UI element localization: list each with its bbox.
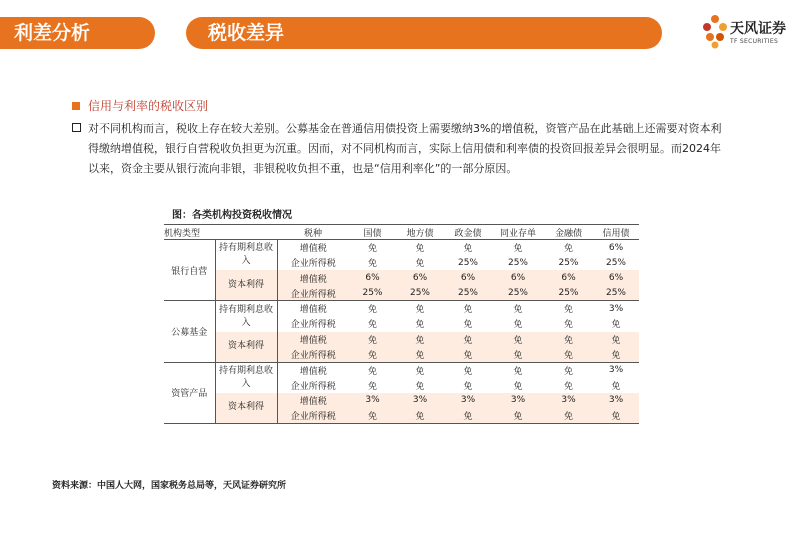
header: [0, 0, 802, 60]
tax-rate-cell: 免: [367, 305, 377, 316]
tax-rate-cell: 免: [367, 259, 377, 270]
tax-rate-cell: 免: [593, 408, 639, 423]
tax-rate-cell: 3%: [544, 393, 593, 408]
header-spacer: [215, 225, 277, 240]
institution-name: 公募基金: [164, 301, 215, 362]
tax-type: 企业所得税: [290, 381, 336, 392]
tax-type: 增值税: [299, 244, 327, 255]
tax-rate-cell: 免: [396, 347, 444, 362]
tax-rate-cell: 免: [349, 408, 396, 423]
tax-rate-cell: 免: [593, 347, 639, 362]
tax-type: 增值税: [277, 270, 349, 285]
figure-title: 图：各类机构投资税收情况: [172, 210, 292, 221]
tax-rate-cell: 免: [563, 305, 573, 316]
tax-rate-cell: 免: [513, 381, 523, 392]
header-5: 同业存单: [492, 225, 544, 240]
tax-rate-cell: 免: [367, 320, 377, 331]
tax-rate-cell: 免: [492, 408, 544, 423]
bullet-square-icon: [72, 102, 80, 110]
section-title-text: 信用与利率的税收区别: [88, 99, 209, 113]
tax-rate-cell: 免: [463, 320, 473, 331]
tax-rate-cell: 6%: [608, 242, 624, 253]
tax-rate-cell: 免: [396, 408, 444, 423]
tax-rate-cell: 6%: [444, 270, 492, 285]
tax-rate-cell: 6%: [544, 270, 593, 285]
income-type-label: 资本利得: [215, 270, 277, 301]
institution-name: 资管产品: [164, 362, 215, 423]
tax-rate-cell: 免: [544, 332, 593, 347]
tax-rate-cell: 3%: [492, 393, 544, 408]
source-note: 资料来源：中国人大网，国家税务总局等，天风证券研究所: [52, 481, 287, 491]
table-header-row: [164, 225, 639, 240]
section-tab-spread-analysis: 利差分析: [0, 17, 155, 49]
tax-type: 企业所得税: [277, 347, 349, 362]
tax-rate-cell: 25%: [544, 286, 593, 301]
income-type-label: 持有期利息收入: [215, 240, 277, 271]
tax-rate-cell: 免: [513, 305, 523, 316]
tax-rate-cell: 3%: [593, 393, 639, 408]
tax-rate-cell: 6%: [593, 270, 639, 285]
tax-rate-cell: 3%: [396, 393, 444, 408]
institution-name: 银行自营: [164, 240, 215, 301]
tax-rate-cell: 6%: [349, 270, 396, 285]
tax-rate-cell: 免: [513, 244, 523, 255]
tax-rate-cell: 免: [415, 259, 425, 270]
header-7: 信用债: [593, 225, 639, 240]
table-row: [164, 393, 639, 408]
tax-rate-cell: 免: [463, 244, 473, 255]
tax-rate-cell: 6%: [492, 270, 544, 285]
tax-rate-cell: 免: [367, 366, 377, 377]
tax-rate-cell: 25%: [457, 257, 478, 268]
tax-rate-cell: 免: [513, 366, 523, 377]
tax-type: 增值税: [299, 305, 327, 316]
tax-type: 增值税: [299, 366, 327, 377]
tax-rate-cell: 免: [444, 347, 492, 362]
section-title: [72, 97, 208, 114]
tax-rate-cell: 免: [544, 347, 593, 362]
tax-rate-cell: 免: [513, 320, 523, 331]
tax-rate-cell: 25%: [396, 286, 444, 301]
tax-rate-cell: 免: [415, 381, 425, 392]
tax-rate-cell: 25%: [593, 286, 639, 301]
tax-rate-cell: 3%: [608, 365, 624, 376]
header-tax-type: 税种: [277, 225, 349, 240]
tax-rate-cell: 25%: [558, 257, 579, 268]
tax-type: 增值税: [277, 393, 349, 408]
tax-rate-cell: 25%: [507, 257, 528, 268]
table-row: [164, 332, 639, 347]
section-tab-tax-difference: 税收差异: [186, 17, 662, 49]
tax-rate-cell: 免: [367, 244, 377, 255]
header-6: 金融债: [544, 225, 593, 240]
tax-rate-cell: 免: [492, 332, 544, 347]
tax-type: 企业所得税: [277, 286, 349, 301]
tax-type: 企业所得税: [290, 259, 336, 270]
tax-rate-cell: 免: [563, 244, 573, 255]
tax-rate-cell: 免: [444, 332, 492, 347]
tax-type: 增值税: [277, 332, 349, 347]
header-institution: 机构类型: [164, 225, 215, 240]
tax-rate-cell: 免: [593, 332, 639, 347]
tax-rate-cell: 免: [492, 347, 544, 362]
tax-rate-cell: 6%: [396, 270, 444, 285]
tax-type: 企业所得税: [290, 320, 336, 331]
tax-rate-cell: 25%: [349, 286, 396, 301]
table-row: [164, 362, 639, 377]
tax-rate-cell: 25%: [492, 286, 544, 301]
income-type-label: 资本利得: [215, 332, 277, 363]
income-type-label: 持有期利息收入: [215, 301, 277, 332]
income-type-label: 资本利得: [215, 393, 277, 424]
tax-rate-cell: 免: [563, 366, 573, 377]
tax-rate-cell: 免: [415, 244, 425, 255]
tax-rate-cell: 免: [367, 381, 377, 392]
tax-rate-cell: 免: [396, 332, 444, 347]
tf-securities-logo: [702, 14, 794, 54]
tax-rate-cell: 免: [415, 320, 425, 331]
tax-rate-cell: 25%: [605, 257, 626, 268]
tax-rate-cell: 3%: [444, 393, 492, 408]
logo-name: 天风证券: [730, 21, 786, 37]
tax-rate-cell: 免: [415, 366, 425, 377]
logo-subtitle: TF SECURITIES: [730, 38, 779, 45]
table-row: [164, 270, 639, 285]
header-3: 地方债: [396, 225, 444, 240]
tax-rate-cell: 免: [611, 320, 621, 331]
header-4: 政金债: [444, 225, 492, 240]
tax-rate-cell: 免: [349, 332, 396, 347]
tax-rate-cell: 免: [563, 320, 573, 331]
tax-rate-cell: 25%: [444, 286, 492, 301]
tax-rate-cell: 免: [544, 408, 593, 423]
tax-rate-cell: 3%: [349, 393, 396, 408]
table-row: [164, 240, 639, 255]
tax-rate-cell: 免: [349, 347, 396, 362]
tax-table: [164, 224, 639, 424]
tax-rate-cell: 免: [611, 381, 621, 392]
tax-rate-cell: 免: [463, 381, 473, 392]
body-paragraph: [72, 119, 722, 179]
body-paragraph-text: 对不同机构而言，税收上存在较大差别。公募基金在普通信用债投资上需要缴纳3%的增值税，资管产品在此基础上还需要对资本利得缴纳增值税，银行自营税收负担更为沉重。因而，对不同机构而言，实际上信用债和利率债的投资回报差异会很明显。而2024年以来，资金主要从银行流向非银，非银税收负担不重，也是“信用利率化”的一部分原因。: [88, 122, 722, 175]
income-type-label: 持有期利息收入: [215, 362, 277, 393]
tax-rate-cell: 免: [463, 366, 473, 377]
tax-rate-cell: 3%: [608, 303, 624, 314]
table-row: [164, 301, 639, 316]
tax-rate-cell: 免: [463, 305, 473, 316]
flower-icon: [702, 14, 728, 52]
tax-type: 企业所得税: [277, 408, 349, 423]
tax-rate-cell: 免: [415, 305, 425, 316]
header-2: 国债: [349, 225, 396, 240]
tax-rate-cell: 免: [563, 381, 573, 392]
tax-rate-cell: 免: [444, 408, 492, 423]
